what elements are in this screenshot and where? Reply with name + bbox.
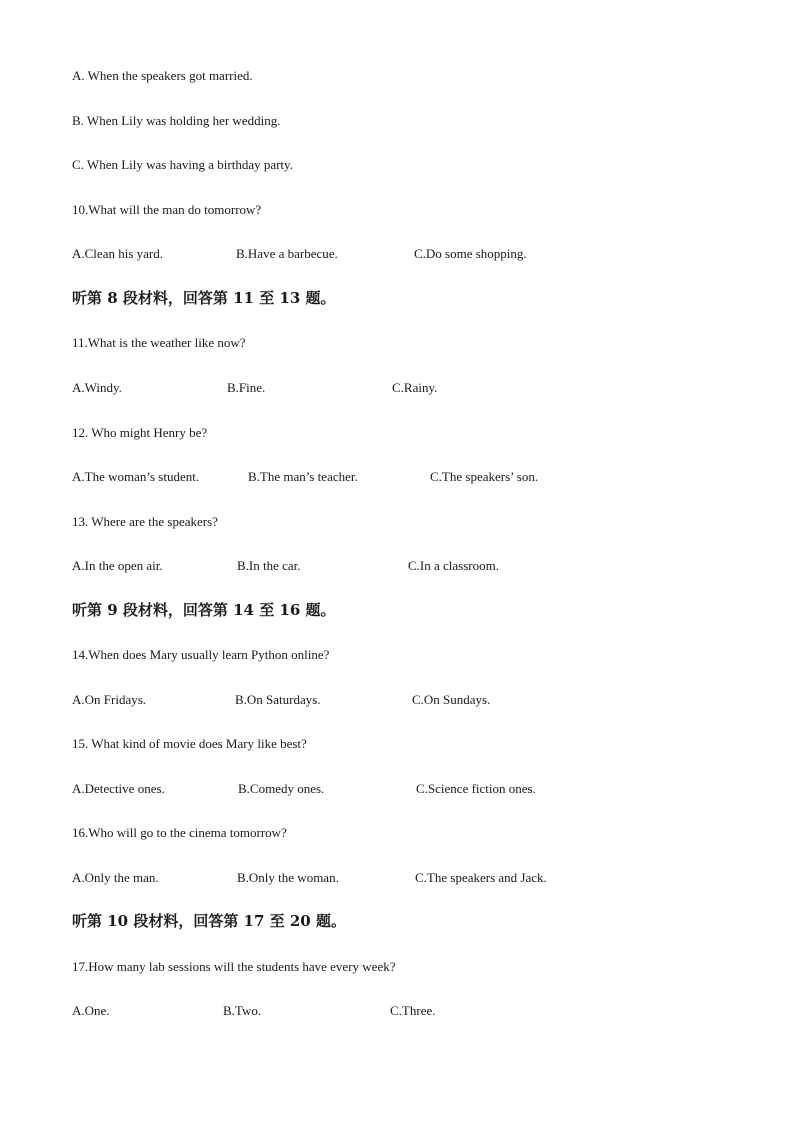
question-13: 13. Where are the speakers?	[72, 514, 218, 529]
option-14c: C.On Sundays.	[412, 692, 491, 707]
option-10b: B.Have a barbecue.	[236, 246, 338, 261]
option-9b: B. When Lily was holding her wedding.	[72, 113, 281, 128]
option-9a: A. When the speakers got married.	[72, 68, 253, 83]
option-10a: A.Clean his yard.	[72, 246, 163, 261]
question-11: 11.What is the weather like now?	[72, 335, 246, 350]
question-10: 10.What will the man do tomorrow?	[72, 202, 262, 217]
option-10c: C.Do some shopping.	[414, 246, 527, 261]
option-17c: C.Three.	[390, 1003, 436, 1018]
option-11a: A.Windy.	[72, 380, 122, 395]
question-12: 12. Who might Henry be?	[72, 425, 208, 440]
options-row-17	[72, 1003, 752, 1019]
option-15c: C.Science fiction ones.	[416, 781, 536, 796]
option-16c: C.The speakers and Jack.	[415, 870, 547, 885]
option-14a: A.On Fridays.	[72, 692, 147, 707]
options-row-13	[72, 558, 752, 574]
option-12c: C.The speakers’ son.	[430, 469, 539, 484]
option-11c: C.Rainy.	[392, 380, 438, 395]
option-17a: A.One.	[72, 1003, 110, 1018]
options-row-11	[72, 380, 752, 396]
question-15: 15. What kind of movie does Mary like best?	[72, 736, 307, 751]
section-heading-9: 听第 9 段材料，回答第 14 至 16 题。	[72, 601, 336, 619]
section-heading-10: 听第 10 段材料，回答第 17 至 20 题。	[72, 912, 346, 930]
options-row-12	[72, 469, 752, 485]
option-13b: B.In the car.	[237, 558, 301, 573]
question-17: 17.How many lab sessions will the students have every week?	[72, 959, 396, 974]
option-15b: B.Comedy ones.	[238, 781, 325, 796]
option-14b: B.On Saturdays.	[235, 692, 321, 707]
option-13a: A.In the open air.	[72, 558, 163, 573]
option-12b: B.The man’s teacher.	[248, 469, 358, 484]
option-17b: B.Two.	[223, 1003, 262, 1018]
option-9c: C. When Lily was having a birthday party.	[72, 157, 293, 172]
options-row-16	[72, 870, 752, 886]
options-row-10	[72, 246, 752, 262]
options-row-15	[72, 781, 752, 797]
question-16: 16.Who will go to the cinema tomorrow?	[72, 825, 287, 840]
option-11b: B.Fine.	[227, 380, 266, 395]
option-15a: A.Detective ones.	[72, 781, 165, 796]
section-heading-8: 听第 8 段材料，回答第 11 至 13 题。	[72, 289, 336, 307]
option-12a: A.The woman’s student.	[72, 469, 200, 484]
option-16b: B.Only the woman.	[237, 870, 339, 885]
option-16a: A.Only the man.	[72, 870, 159, 885]
options-row-14	[72, 692, 752, 708]
question-14: 14.When does Mary usually learn Python online?	[72, 647, 330, 662]
option-13c: C.In a classroom.	[408, 558, 499, 573]
